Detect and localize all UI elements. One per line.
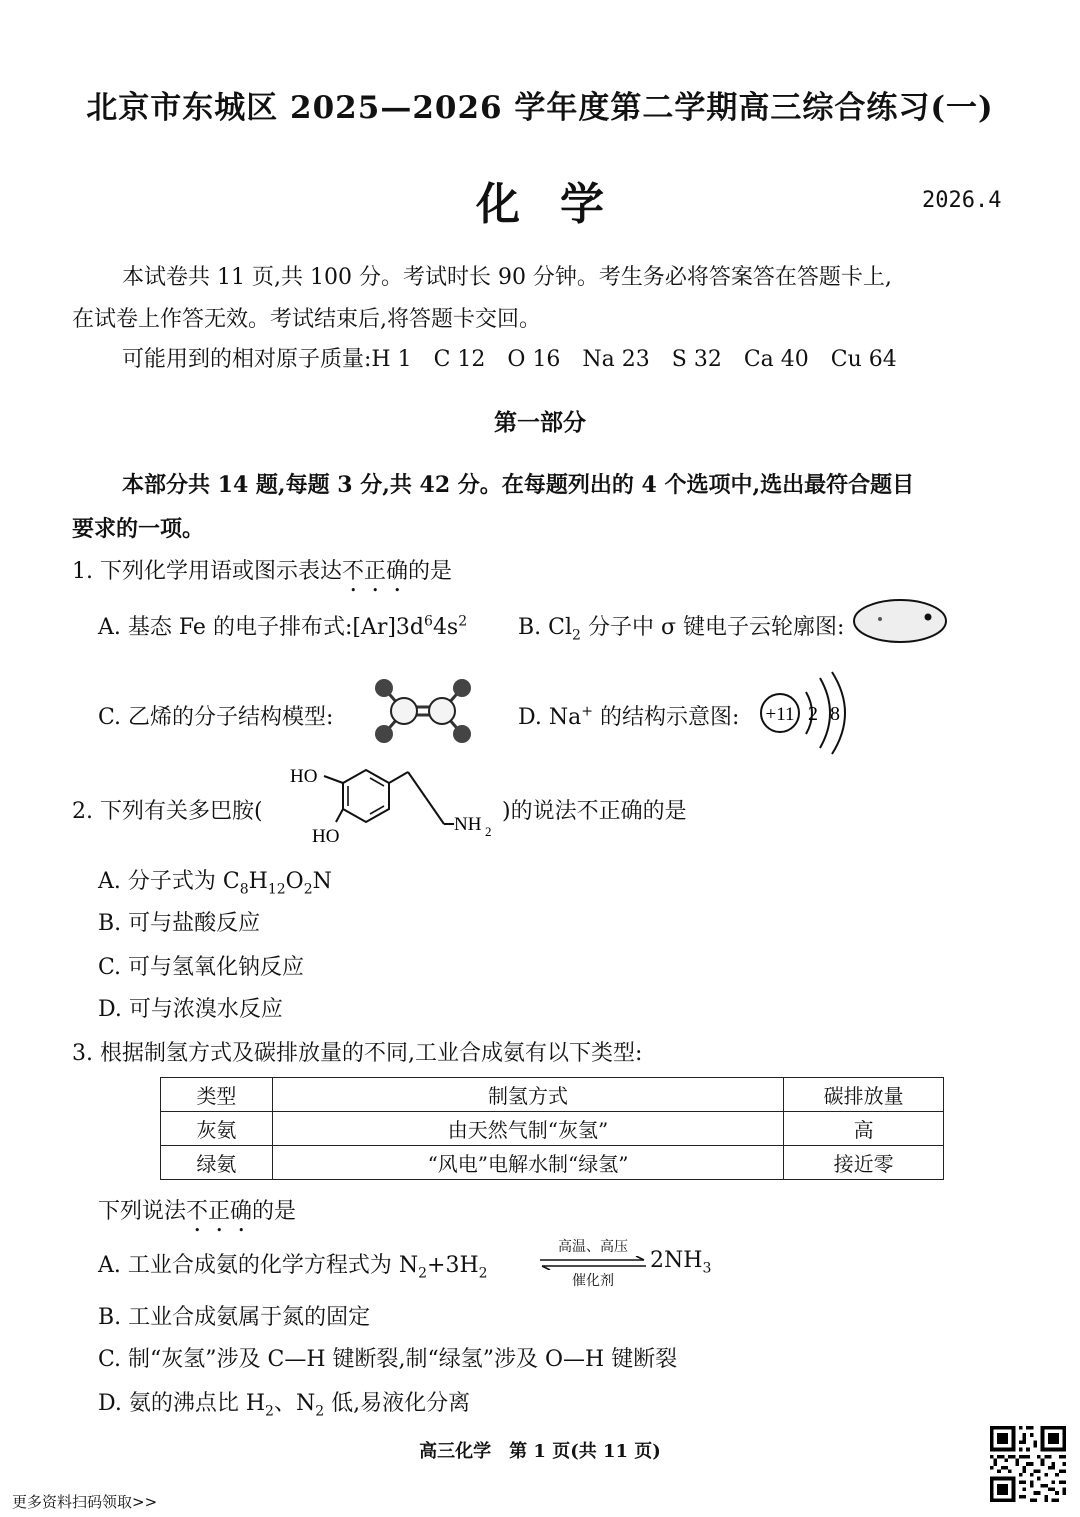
q3-option-b: B. 工业合成氨属于氮的固定 <box>98 1305 371 1330</box>
part1-desc-line2: 要求的一项。 <box>72 516 205 542</box>
table-header-cell: 类型 <box>161 1078 273 1112</box>
table-cell: 高 <box>784 1112 944 1146</box>
q1-option-a-mid: 4s <box>432 615 459 640</box>
instructions-line1: 本试卷共 11 页,共 100 分。考试时长 90 分钟。考生务必将答案答在答题卡上, <box>122 265 892 290</box>
q3-option-d-rest: 低,易液化分离 <box>324 1391 471 1416</box>
table-cell: 灰氨 <box>161 1112 273 1146</box>
q3-option-a-product <box>650 1248 711 1276</box>
q2-option-a-s1: 8 <box>239 881 249 898</box>
q2-option-a-o: O <box>285 869 304 894</box>
q3-stem: 3. 根据制氢方式及碳排放量的不同,工业合成氨有以下类型: <box>72 1041 643 1066</box>
dopamine-ho-bottom: HO <box>312 826 340 847</box>
q1-stem-a: 1. 下列化学用语或图示表达 <box>72 559 342 584</box>
part1-desc-line1: 本部分共 14 题,每题 3 分,共 42 分。在每题列出的 4 个选项中,选出最符合题目 <box>122 472 915 498</box>
q3-option-d-s1: 2 <box>265 1403 274 1420</box>
q2-option-a-s3: 2 <box>303 881 313 898</box>
reversible-arrow-icon <box>538 1256 648 1270</box>
qr-code-icon[interactable] <box>990 1426 1066 1502</box>
page-footer: 高三化学 第 1 页(共 11 页) <box>419 1441 661 1462</box>
q3-option-a <box>98 1248 488 1281</box>
na-nucleus-charge: +11 <box>765 704 795 725</box>
q1-option-b <box>518 610 844 643</box>
more-resources-link[interactable]: 更多资料扫码领取>> <box>12 1493 158 1511</box>
q2-option-a <box>98 864 332 897</box>
q2-option-a-text: A. 分子式为 C <box>98 869 240 894</box>
sigma-bond-cloud-diagram <box>852 596 952 646</box>
q1-option-b-text: B. Cl <box>518 615 573 640</box>
ammonia-types-table <box>160 1077 944 1180</box>
q1-stem-b: 的是 <box>408 559 453 584</box>
subject-title: 化学 <box>476 179 644 230</box>
q1-option-d <box>518 700 739 731</box>
q2-stem-b: )的说法不正确的是 <box>502 799 687 824</box>
ethylene-ball-stick-model <box>370 676 476 746</box>
dopamine-ho-top: HO <box>290 766 318 787</box>
part1-heading: 第一部分 <box>494 409 586 436</box>
table-cell: 接近零 <box>784 1146 944 1180</box>
q1-option-c: C. 乙烯的分子结构模型: <box>98 705 334 730</box>
table-header-row <box>161 1078 944 1112</box>
q3-option-a-s1: 2 <box>418 1265 428 1282</box>
dopamine-nh2-sub: 2 <box>485 824 492 839</box>
q1-option-d-sup: + <box>581 703 593 720</box>
exam-title: 北京市东城区 2025—2026 学年度第二学期高三综合练习(一) <box>86 90 994 126</box>
table-header-cell: 制氢方式 <box>272 1078 783 1112</box>
q1-option-b-rest: 分子中 σ 键电子云轮廓图: <box>580 615 845 640</box>
q1-option-a-text: A. 基态 Fe 的电子排布式:[Ar]3d <box>98 615 425 640</box>
na-shell-1-electrons: 2 <box>808 703 818 725</box>
q3-option-a-prod: 2NH <box>650 1248 703 1273</box>
table-row <box>161 1146 944 1180</box>
dopamine-nh2: NH <box>454 814 482 835</box>
table-row <box>161 1112 944 1146</box>
q3-substem-a: 下列说法 <box>98 1199 187 1224</box>
q1-stem-emphasis: 不正确 <box>341 559 408 584</box>
q3-option-c: C. 制“灰氢”涉及 C—H 键断裂,制“绿氢”涉及 O—H 键断裂 <box>98 1347 678 1372</box>
q3-option-d-mid: 、N <box>273 1391 316 1416</box>
q1-option-d-rest: 的结构示意图: <box>592 705 740 730</box>
instructions-line2: 在试卷上作答无效。考试结束后,将答题卡交回。 <box>72 307 541 332</box>
q2-stem-a: 2. 下列有关多巴胺( <box>72 799 263 824</box>
table-cell: 绿氨 <box>161 1146 273 1180</box>
q1-option-a-sup2: 2 <box>458 613 468 630</box>
sodium-ion-structure-diagram <box>758 668 858 758</box>
table-cell: 由天然气制“灰氢” <box>272 1112 783 1146</box>
table-cell: “风电”电解水制“绿氢” <box>272 1146 783 1180</box>
q3-option-a-s2: 2 <box>478 1265 488 1282</box>
q3-option-d-s2: 2 <box>315 1403 325 1420</box>
q1-option-a <box>98 610 467 641</box>
q3-option-a-plus: +3H <box>427 1253 479 1278</box>
q3-substem-b: 的是 <box>252 1199 297 1224</box>
reaction-condition-top: 高温、高压 <box>558 1239 628 1255</box>
q3-option-d-text: D. 氨的沸点比 H <box>98 1391 266 1416</box>
na-shell-2-electrons: 8 <box>830 703 840 725</box>
exam-date: 2026.4 <box>922 188 1002 213</box>
q3-substem-emphasis: 不正确 <box>186 1199 253 1224</box>
q3-substem <box>98 1194 296 1237</box>
atomic-masses: 可能用到的相对原子质量:H 1 C 12 O 16 Na 23 S 32 Ca 40 Cu 64 <box>122 347 897 372</box>
q2-option-a-s2: 12 <box>267 881 286 898</box>
q1-option-d-text: D. Na <box>518 705 582 730</box>
q2-option-b: B. 可与盐酸反应 <box>98 911 261 936</box>
q1-option-b-sub: 2 <box>572 627 581 644</box>
q1-stem <box>72 554 452 597</box>
q3-option-a-s3: 3 <box>702 1260 712 1277</box>
table-header-cell: 碳排放量 <box>784 1078 944 1112</box>
q2-option-a-n: N <box>312 869 332 894</box>
q1-option-a-sup1: 6 <box>424 613 433 630</box>
q2-option-d: D. 可与浓溴水反应 <box>98 997 283 1022</box>
q3-option-a-text: A. 工业合成氨的化学方程式为 N <box>98 1253 419 1278</box>
q3-option-d <box>98 1386 470 1419</box>
dopamine-structure <box>286 760 502 848</box>
reaction-condition-bottom: 催化剂 <box>572 1273 614 1289</box>
q2-option-a-h: H <box>248 869 268 894</box>
q2-option-c: C. 可与氢氧化钠反应 <box>98 955 305 980</box>
